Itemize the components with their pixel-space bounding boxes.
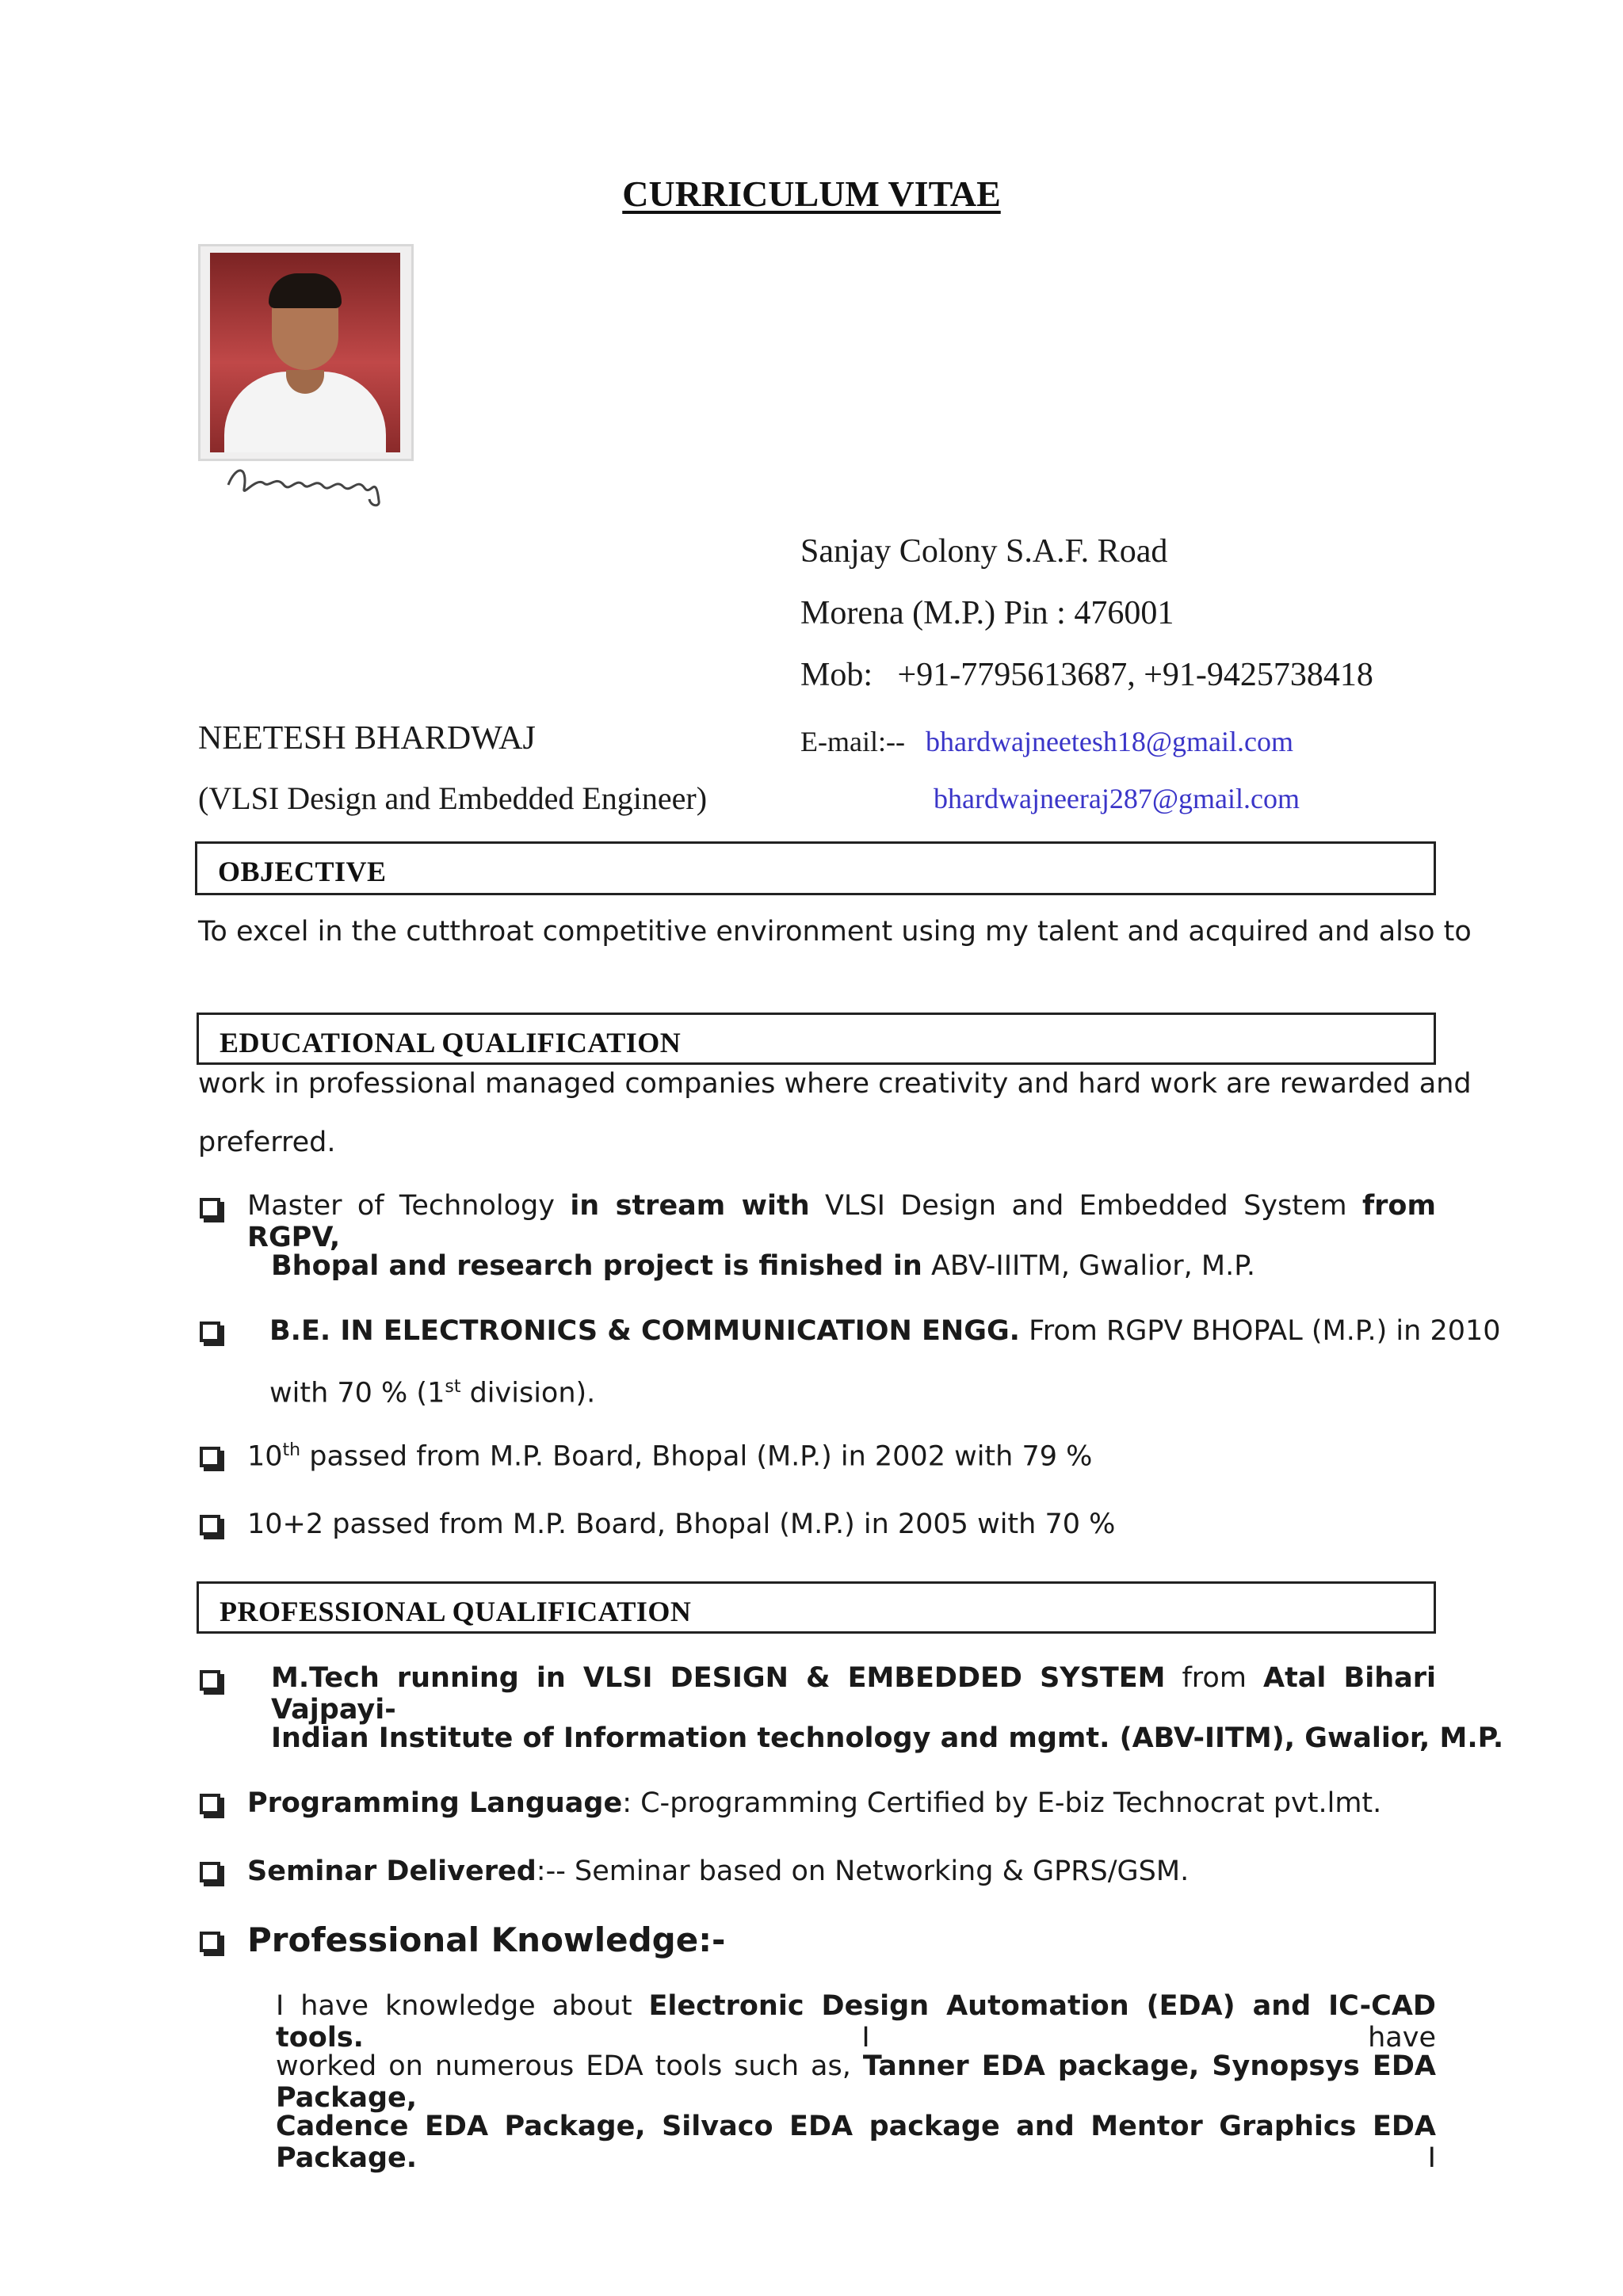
knowledge-text-line-2: worked on numerous EDA tools such as, Tanner EDA package, Synopsys EDA Package, (276, 2050, 1436, 2114)
education-heading-box (197, 1013, 1436, 1065)
signature-image (220, 453, 395, 509)
bullet-checkbox-icon (200, 1515, 220, 1535)
education-item-be-line-2: with 70 % (1st division). (269, 1377, 596, 1409)
objective-text-line-1: To excel in the cutthroat competitive environment using my talent and acquired and also to (198, 916, 1472, 948)
professional-knowledge-heading: Professional Knowledge:- (247, 1920, 726, 1959)
objective-heading: OBJECTIVE (218, 856, 387, 887)
professional-item-seminar: Seminar Delivered:-- Seminar based on Networking & GPRS/GSM. (247, 1855, 1190, 1887)
education-item-10th: 10th passed from M.P. Board, Bhopal (M.P.) in 2002 with 79 % (247, 1440, 1093, 1473)
profile-photo (198, 244, 414, 461)
knowledge-text-line-3: Cadence EDA Package, Silvaco EDA package and Mentor Graphics EDA Package. I (276, 2111, 1436, 2174)
professional-heading-box (197, 1581, 1436, 1634)
mobile-line: Mob: +91-7795613687, +91-9425738418 (800, 657, 1373, 693)
email-2-link[interactable]: bhardwajneeraj287@gmail.com (934, 783, 1300, 814)
education-item-mtech-line-1: Master of Technology in stream with VLSI Design and Embedded System from RGPV, (247, 1190, 1436, 1253)
bullet-checkbox-icon (200, 1322, 220, 1342)
bullet-checkbox-icon (200, 1670, 220, 1691)
bullet-checkbox-icon (200, 1447, 220, 1467)
email-label: E-mail:-- (800, 726, 905, 757)
address-line-2: Morena (M.P.) Pin : 476001 (800, 595, 1174, 631)
objective-heading-box (195, 841, 1436, 895)
objective-text-line-3: preferred. (198, 1127, 336, 1158)
professional-item-programming: Programming Language: C-programming Certified by E-biz Technocrat pvt.lmt. (247, 1787, 1382, 1819)
knowledge-text-line-1: I have knowledge about Electronic Design Automation (EDA) and IC-CAD tools. I have (276, 1990, 1436, 2054)
bullet-checkbox-icon (200, 1932, 220, 1952)
person-name: NEETESH BHARDWAJ (198, 720, 536, 757)
education-item-be-line-1: B.E. IN ELECTRONICS & COMMUNICATION ENGG. From RGPV BHOPAL (M.P.) in 2010 (269, 1315, 1501, 1347)
objective-text-line-2: work in professional managed companies where creativity and hard work are rewarded and (198, 1068, 1472, 1100)
person-role: (VLSI Design and Embedded Engineer) (198, 780, 708, 816)
education-item-mtech-line-2: Bhopal and research project is finished in ABV-IIITM, Gwalior, M.P. (271, 1250, 1255, 1282)
address-line-1: Sanjay Colony S.A.F. Road (800, 533, 1168, 570)
bullet-checkbox-icon (200, 1862, 220, 1882)
professional-item-mtech-line-2: Indian Institute of Information technology and mgmt. (ABV-IITM), Gwalior, M.P. (271, 1722, 1504, 1754)
mobile-numbers: +91-7795613687, +91-9425738418 (897, 657, 1373, 693)
education-item-12th: 10+2 passed from M.P. Board, Bhopal (M.P.) in 2005 with 70 % (247, 1508, 1116, 1540)
bullet-checkbox-icon (200, 1794, 220, 1814)
bullet-checkbox-icon (200, 1198, 220, 1219)
email-1-link[interactable]: bhardwajneetesh18@gmail.com (926, 726, 1294, 757)
photo-image (210, 253, 400, 452)
professional-heading: PROFESSIONAL QUALIFICATION (220, 1596, 692, 1627)
professional-item-mtech-line-1: M.Tech running in VLSI DESIGN & EMBEDDED SYSTEM from Atal Bihari Vajpayi- (271, 1662, 1436, 1726)
education-heading: EDUCATIONAL QUALIFICATION (220, 1027, 682, 1058)
page-title: CURRICULUM VITAE (622, 174, 1001, 214)
